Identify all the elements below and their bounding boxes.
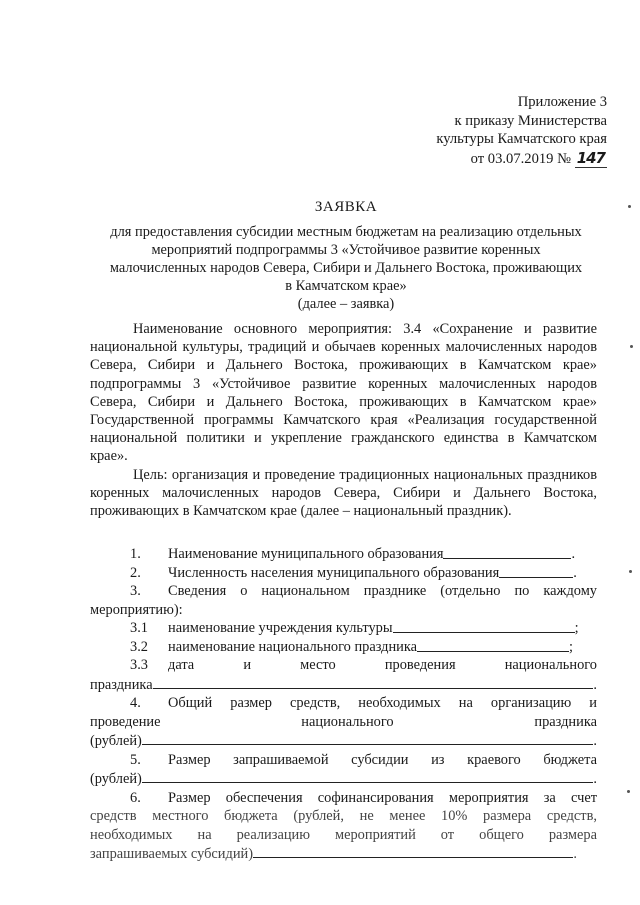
goal-paragraph: Цель: организация и проведение традиционных национальных праздников коренных малочисленных народов Севера, Сибири и Дальнего Востока, проживающих в Камчатском крае (далее – национальный праздник). (90, 466, 597, 520)
scan-dot (628, 205, 631, 208)
item-number: 2. (130, 564, 141, 581)
main-activity-paragraph: Наименование основного мероприятия: 3.4 «Сохранение и развитие национальной культуры, традиций и обычаев коренных малочисленных народов Севера, Сибири и Дальнего Востока, проживающих в Камчатском крае» подпрограммы 3 «Устойчивое развитие коренных малочисленных народов Севера, Сибири и Дальнего Востока, проживающих в Камчатском крае» Государственной программы Камчатского края «Реализация государственной национальной политики и укрепление гражданского единства в Камчатском крае». (90, 321, 597, 465)
item-end: . (593, 676, 597, 693)
title-line-5: (далее – заявка) (297, 296, 395, 312)
item-continuation: необходимых на реализацию мероприятий от общего размера (90, 826, 597, 843)
document-body (90, 320, 597, 520)
form-item-6 (90, 789, 597, 808)
item-end: . (573, 564, 577, 581)
item-continuation (90, 675, 597, 695)
scan-dot (627, 790, 630, 793)
form-item-3-1 (90, 619, 597, 638)
item-label: Размер обеспечения софинансирования мероприятия за счет (168, 789, 597, 806)
item-label: Численность населения муниципального образования (168, 564, 500, 581)
item-label: наименование учреждения культуры (168, 620, 393, 636)
form-item-3-2 (90, 638, 597, 657)
scan-dot (629, 570, 632, 573)
blank-field[interactable] (253, 844, 573, 858)
blank-field[interactable] (417, 638, 569, 652)
item-continuation: средств местного бюджета (рублей, не менее 10% размера средств, (90, 808, 597, 824)
item-end: . (593, 771, 597, 787)
item-continuation-label: (рублей) (90, 771, 142, 787)
document-header (387, 93, 607, 168)
order-reference: к приказу Министерства (454, 112, 607, 129)
blank-field[interactable] (393, 619, 575, 633)
item-continuation-label: (рублей) (90, 733, 142, 749)
item-end: ; (574, 620, 579, 636)
title-block (90, 198, 602, 313)
item-label: наименование национального праздника (168, 638, 418, 655)
item-number: 3. (130, 583, 141, 599)
form-item-3 (90, 582, 597, 601)
item-label: Общий размер средств, необходимых на организацию и (168, 695, 597, 711)
order-date (387, 149, 607, 169)
blank-field[interactable] (142, 769, 594, 783)
item-label: Размер запрашиваемой субсидии из краевого бюджета (168, 751, 597, 768)
item-end: . (573, 846, 577, 862)
item-end: . (593, 733, 597, 749)
appendix-label: Приложение 3 (517, 94, 607, 110)
blank-field[interactable] (153, 675, 594, 689)
item-label: Сведения о национальном празднике (отдельно по каждому (168, 583, 597, 599)
item-number: 5. (130, 751, 141, 768)
order-date-prefix: от 03.07.2019 № (470, 150, 572, 167)
item-continuation (90, 844, 597, 864)
item-number: 3.2 (130, 638, 148, 655)
blank-field[interactable] (142, 731, 594, 745)
item-number: 6. (130, 789, 141, 806)
form-items (90, 545, 597, 864)
item-continuation-label: запрашиваемых субсидий) (90, 846, 254, 862)
title-line-3: малочисленных народов Севера, Сибири и Дальнего Востока, проживающих (109, 260, 583, 276)
scan-dot (630, 345, 633, 348)
item-number: 3.1 (130, 620, 148, 636)
title-line-1: для предоставления субсидии местным бюджетам на реализацию отдельных (110, 224, 582, 240)
item-number: 3.3 (130, 657, 148, 673)
item-continuation-label: праздника (90, 676, 153, 693)
document-title: ЗАЯВКА (314, 199, 378, 215)
item-number: 4. (130, 695, 141, 711)
item-continuation (90, 769, 597, 789)
form-item-3-3 (90, 656, 597, 675)
blank-field[interactable] (443, 545, 571, 559)
form-item-4 (90, 694, 597, 713)
item-continuation: проведение национального праздника (90, 713, 597, 730)
item-number: 1. (130, 546, 141, 562)
item-label: дата и место проведения национального (168, 657, 597, 673)
form-item-2 (90, 564, 597, 583)
item-continuation: мероприятию): (90, 601, 183, 618)
ministry-name: культуры Камчатского края (436, 131, 607, 148)
form-item-1 (90, 545, 597, 564)
item-end: ; (569, 638, 574, 655)
title-line-4: в Камчатском крае» (285, 278, 407, 294)
blank-field[interactable] (499, 564, 573, 578)
item-label: Наименование муниципального образования (168, 546, 444, 562)
item-continuation (90, 731, 597, 751)
item-end: . (571, 546, 576, 562)
form-item-5 (90, 751, 597, 770)
handwritten-order-number: 147 (576, 148, 605, 167)
title-line-2: мероприятий подпрограммы 3 «Устойчивое развитие коренных (151, 242, 541, 258)
